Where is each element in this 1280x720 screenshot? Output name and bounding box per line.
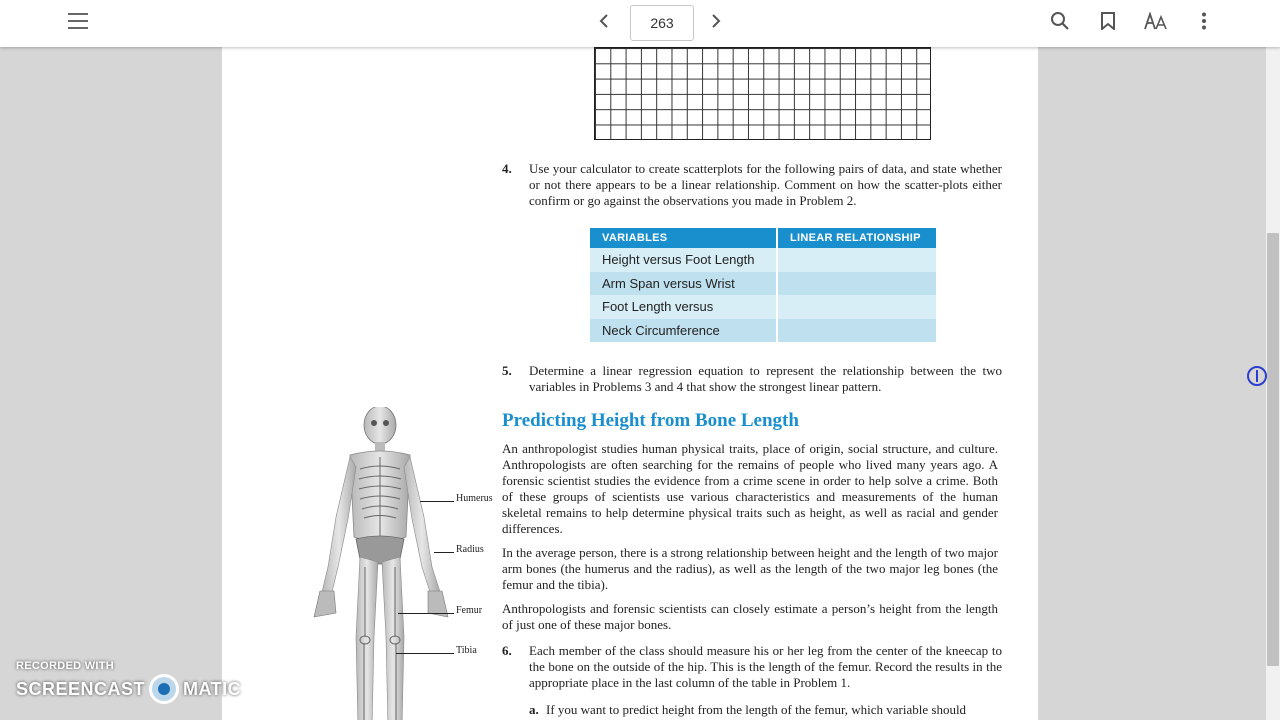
font-size-icon [1144, 12, 1168, 30]
table-header: VARIABLES [590, 228, 777, 248]
section-title: Predicting Height from Bone Length [502, 410, 799, 431]
font-size-button[interactable] [1138, 6, 1174, 36]
table-cell: Arm Span versus Wrist [590, 272, 777, 296]
femur-label: Femur [456, 605, 483, 616]
problem-number: 4. [502, 161, 512, 176]
femur-leader-line [398, 613, 454, 614]
screencast-logo-icon [149, 674, 179, 704]
watermark-brand [16, 674, 241, 704]
paragraph: Anthropologists and forensic scientists can closely estimate a person’s height from the length of just one of these major bones. [502, 601, 998, 632]
skeleton-illustration [292, 407, 492, 720]
search-button[interactable] [1042, 6, 1078, 36]
humerus-label: Humerus [456, 493, 493, 504]
problem-text: If you want to predict height from the length of the femur, which variable should [546, 702, 967, 717]
more-vertical-icon [1201, 12, 1207, 30]
book-page [222, 47, 1038, 720]
table-cell: Foot Length versus [590, 295, 777, 319]
paragraph: An anthropologist studies human physical traits, place of origin, social structure, and culture. Anthropologists are often searching for the remains of people who lived many years ago. A forensic scientist studies the evidence from a crime scene in order to help solve a crime. Both of these groups of scientists use various characteristics and measurements of the human skeletal remains to help determine physical traits such as height, as well as racial and gender differences. [502, 441, 998, 536]
problem-text: Each member of the class should measure his or her leg from the center of the kneecap to the bone on the outside of the hip. This is the length of the femur. Record the results in the appropriate place in the last column of the table in Problem 1. [529, 643, 1002, 690]
chevron-right-icon [710, 13, 722, 29]
problem-6a [529, 702, 1002, 718]
problem-text: Determine a linear regression equation to represent the relationship between the two variables in Problems 3 and 4 that show the strongest linear pattern. [529, 363, 1002, 394]
paragraph: In the average person, there is a strong relationship between height and the length of two major arm bones (the humerus and the radius), as well as the length of the two major leg bones (the femur and the tibia). [502, 545, 998, 592]
search-icon [1050, 11, 1070, 31]
radius-leader-line [434, 552, 454, 553]
table-row [590, 295, 936, 319]
variables-table [590, 228, 936, 342]
screencast-watermark [16, 660, 241, 704]
table-header: LINEAR RELATIONSHIP [777, 228, 936, 248]
watermark-brand-right: MATIC [183, 678, 242, 699]
watermark-top-text: RECORDED WITH [16, 660, 115, 672]
tibia-label: Tibia [456, 645, 477, 656]
problem-number: a. [529, 702, 539, 717]
table-cell [777, 319, 936, 343]
chevron-left-icon [598, 13, 610, 29]
humerus-leader-line [420, 501, 454, 502]
mouse-cursor-icon [1247, 366, 1267, 386]
watermark-brand-left: SCREENCAST [16, 678, 146, 699]
table-cell: Neck Circumference [590, 319, 777, 343]
table-row [590, 272, 936, 296]
table-cell [777, 295, 936, 319]
problem-6 [502, 643, 1002, 691]
problem-4 [502, 161, 1002, 209]
reader-toolbar [0, 0, 1280, 47]
previous-page-button[interactable] [586, 6, 622, 36]
table-cell: Height versus Foot Length [590, 248, 777, 272]
table-cell [777, 272, 936, 296]
table-row [590, 319, 936, 343]
bookmark-button[interactable] [1090, 6, 1126, 36]
page-number-input[interactable] [630, 5, 694, 41]
scrollbar-thumb[interactable] [1267, 233, 1279, 666]
problem-number: 5. [502, 363, 512, 378]
bookmark-icon [1101, 12, 1115, 30]
table-header-row [590, 228, 936, 248]
more-options-button[interactable] [1186, 6, 1222, 36]
table-cell [777, 248, 936, 272]
problem-text: Use your calculator to create scatterplots for the following pairs of data, and state whether or not there appears to be a linear relationship. Comment on how the scatter-plots either confirm or go against the observations you made in Problem 2. [529, 161, 1002, 208]
next-page-button[interactable] [698, 6, 734, 36]
graph-grid [594, 47, 931, 140]
table-row [590, 248, 936, 272]
radius-label: Radius [456, 544, 484, 555]
tibia-leader-line [396, 653, 454, 654]
problem-number: 6. [502, 643, 512, 658]
problem-5 [502, 363, 1002, 395]
hamburger-menu-icon[interactable] [60, 6, 96, 36]
